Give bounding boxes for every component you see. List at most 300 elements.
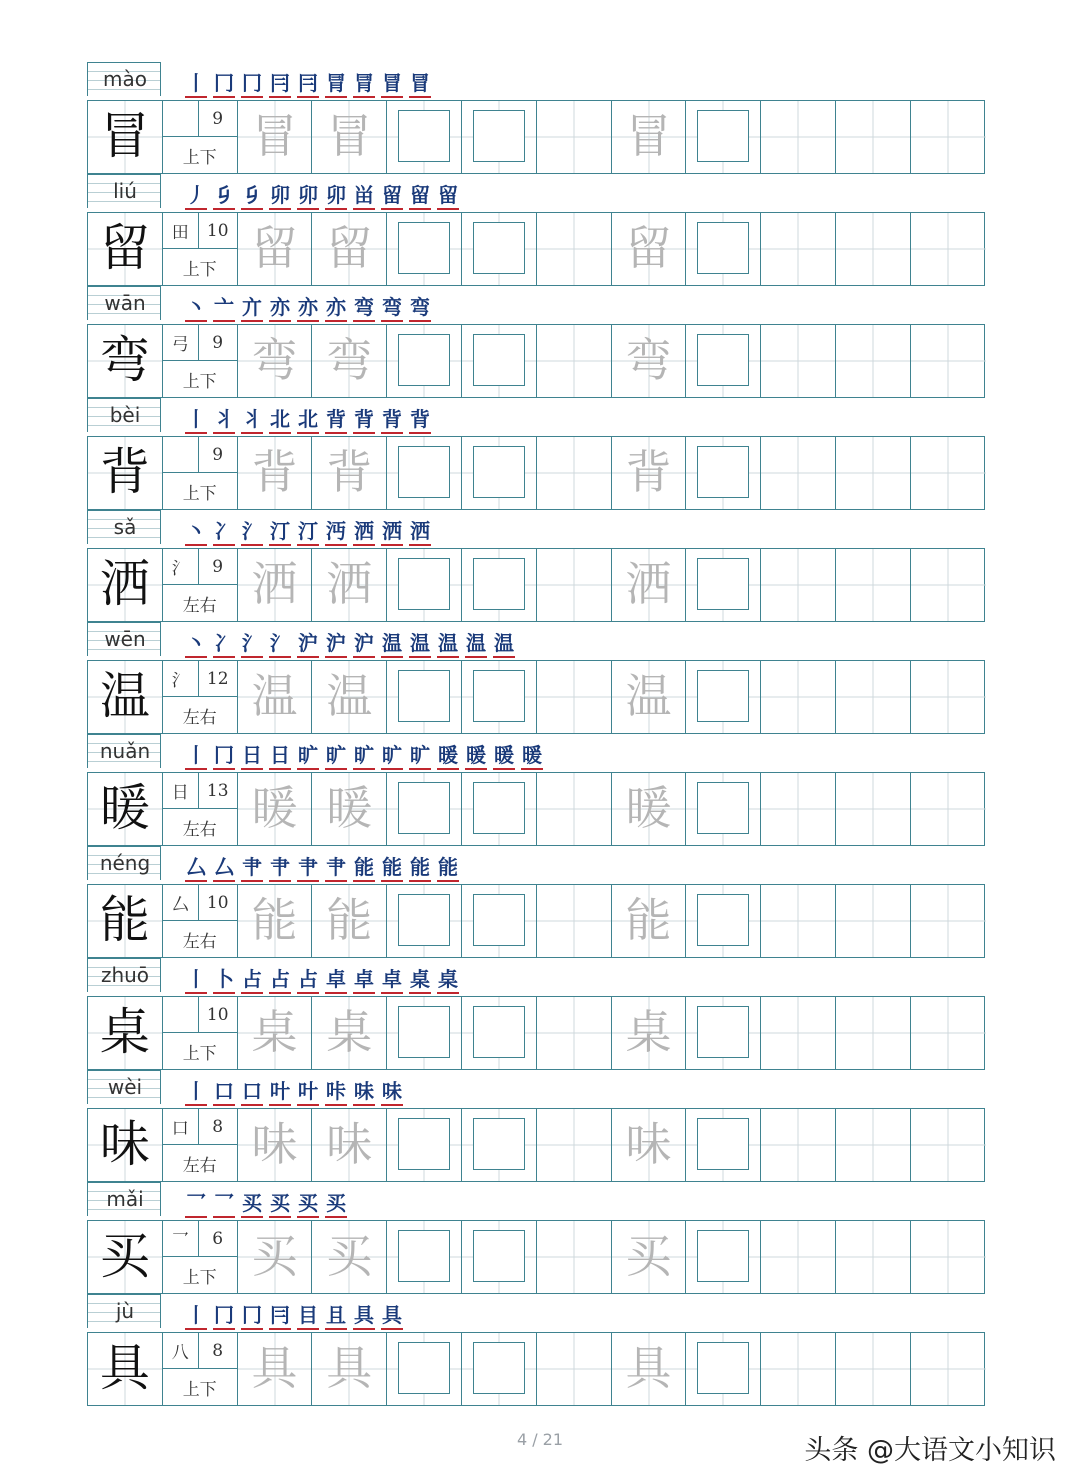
pinyin-box (87, 958, 161, 992)
trace-cell (312, 1333, 387, 1405)
stroke-step: 冂 (241, 70, 263, 98)
blank-cell (911, 213, 986, 285)
stroke-step: 弯 (409, 294, 431, 322)
writing-box (697, 110, 749, 162)
pinyin-label: liú (113, 179, 137, 203)
writing-box (697, 782, 749, 834)
structure-label: 左右 (182, 595, 217, 616)
stroke-step: 丶 (185, 630, 207, 658)
blank-cell (836, 661, 911, 733)
stroke-step: 旷 (353, 742, 375, 770)
stroke-step: 丶 (185, 294, 207, 322)
pinyin-row (87, 286, 985, 324)
pinyin-row (87, 174, 985, 212)
stroke-step: 温 (437, 630, 459, 658)
pinyin-row (87, 510, 985, 548)
pinyin-label: néng (99, 851, 151, 875)
blank-cell (836, 1333, 911, 1405)
trace-character: 桌 (326, 1005, 373, 1059)
trace-character: 洒 (326, 557, 373, 611)
structure-label: 上下 (182, 483, 217, 504)
writing-box-cell (686, 1333, 761, 1405)
blank-cell (911, 437, 986, 509)
writing-box-cell (462, 885, 537, 957)
stroke-step: 冒 (409, 70, 431, 98)
character-entry (87, 510, 985, 622)
stroke-step: 丿 (185, 182, 207, 210)
blank-cell (761, 661, 836, 733)
stroke-step: 暖 (465, 742, 487, 770)
stroke-step: 冃 (297, 70, 319, 98)
stroke-count: 9 (199, 101, 237, 137)
writing-box (398, 558, 450, 610)
pinyin-row (87, 1182, 985, 1220)
trace-cell (238, 1333, 313, 1405)
stroke-step: 卯 (325, 182, 347, 210)
blank-cell (761, 997, 836, 1069)
radical-label (163, 101, 199, 137)
radical-label: 田 (163, 213, 199, 249)
pinyin-row (87, 398, 985, 436)
radical-label: 乛 (163, 1221, 199, 1257)
blank-cell (761, 101, 836, 173)
radical-label: 日 (163, 773, 199, 809)
stroke-step: 卓 (381, 966, 403, 994)
writing-box (398, 110, 450, 162)
stroke-count: 13 (199, 773, 237, 809)
trace-cell (312, 1221, 387, 1293)
writing-box (473, 446, 525, 498)
writing-box-cell (387, 549, 462, 621)
writing-box-cell (387, 213, 462, 285)
trace-cell (312, 325, 387, 397)
stroke-step: 能 (381, 854, 403, 882)
blank-cell (537, 213, 612, 285)
blank-cell (911, 325, 986, 397)
blank-cell (911, 997, 986, 1069)
trace-character: 温 (251, 669, 298, 723)
stroke-step: 冫 (213, 518, 235, 546)
stroke-step: 冐 (325, 70, 347, 98)
trace-cell (238, 213, 313, 285)
character-info (163, 101, 238, 173)
structure-label: 上下 (182, 1043, 217, 1064)
blank-cell (911, 885, 986, 957)
writing-box (398, 894, 450, 946)
blank-cell (836, 997, 911, 1069)
practice-row (87, 884, 985, 958)
blank-cell (836, 213, 911, 285)
stroke-step: 具 (353, 1302, 375, 1330)
writing-box (697, 1006, 749, 1058)
pinyin-box (87, 622, 161, 656)
trace-cell (312, 773, 387, 845)
character-entry (87, 174, 985, 286)
practice-row (87, 1332, 985, 1406)
writing-box-cell (462, 437, 537, 509)
radical-label: 弓 (163, 325, 199, 361)
model-character: 味 (88, 1109, 163, 1181)
stroke-step: 丨 (185, 1302, 207, 1330)
trace-character: 买 (326, 1229, 373, 1283)
writing-box-cell (462, 773, 537, 845)
trace-character: 温 (326, 669, 373, 723)
practice-row (87, 548, 985, 622)
trace-cell (612, 885, 687, 957)
writing-box-cell (462, 101, 537, 173)
stroke-step: 味 (353, 1078, 375, 1106)
stroke-step: 占 (297, 966, 319, 994)
trace-character: 暖 (625, 781, 672, 835)
structure-label: 上下 (182, 259, 217, 280)
stroke-step: 汀 (297, 518, 319, 546)
trace-character: 温 (625, 669, 672, 723)
writing-box-cell (387, 1333, 462, 1405)
stroke-step: 口 (213, 1078, 235, 1106)
stroke-order (185, 964, 459, 994)
character-entry (87, 62, 985, 174)
radical-label: 八 (163, 1333, 199, 1369)
writing-box (398, 1006, 450, 1058)
writing-box (398, 222, 450, 274)
blank-cell (911, 1221, 986, 1293)
stroke-step: 肀 (325, 854, 347, 882)
blank-cell (836, 437, 911, 509)
stroke-count: 8 (199, 1333, 237, 1369)
page-number: 4 / 21 (516, 1430, 564, 1449)
trace-cell (238, 325, 313, 397)
pinyin-label: zhuō (100, 963, 150, 987)
trace-character: 留 (251, 221, 298, 275)
writing-box (697, 222, 749, 274)
trace-character: 洒 (251, 557, 298, 611)
trace-character: 桌 (625, 1005, 672, 1059)
character-entry (87, 286, 985, 398)
stroke-step: 桌 (409, 966, 431, 994)
stroke-step: 旷 (381, 742, 403, 770)
stroke-step: 乛 (213, 1190, 235, 1218)
pinyin-box (87, 174, 161, 208)
character-info (163, 997, 238, 1069)
trace-cell (312, 1109, 387, 1181)
stroke-step: 日 (241, 742, 263, 770)
stroke-step: 冒 (381, 70, 403, 98)
pinyin-box (87, 398, 161, 432)
stroke-step: 亣 (241, 294, 263, 322)
blank-cell (911, 773, 986, 845)
blank-cell (836, 773, 911, 845)
stroke-step: 卓 (353, 966, 375, 994)
trace-cell (238, 101, 313, 173)
blank-cell (836, 885, 911, 957)
character-entry (87, 734, 985, 846)
trace-cell (612, 213, 687, 285)
blank-cell (761, 549, 836, 621)
writing-box-cell (462, 1221, 537, 1293)
model-character: 温 (88, 661, 163, 733)
trace-cell (238, 885, 313, 957)
stroke-step: 丨 (185, 70, 207, 98)
blank-cell (537, 101, 612, 173)
writing-box-cell (387, 101, 462, 173)
writing-box (697, 1230, 749, 1282)
stroke-count: 10 (199, 885, 237, 921)
stroke-step: 𠂎 (241, 182, 263, 210)
radical-label (163, 437, 199, 473)
character-entry (87, 1182, 985, 1294)
writing-box (473, 1118, 525, 1170)
stroke-count: 8 (199, 1109, 237, 1145)
trace-cell (312, 437, 387, 509)
trace-character: 能 (251, 893, 298, 947)
structure-label: 上下 (182, 1267, 217, 1288)
character-entry (87, 958, 985, 1070)
stroke-count: 12 (199, 661, 237, 697)
writing-box (398, 1230, 450, 1282)
stroke-step: 暖 (521, 742, 543, 770)
writing-box-cell (462, 1333, 537, 1405)
stroke-order (185, 1076, 403, 1106)
stroke-step: 畄 (353, 182, 375, 210)
blank-cell (836, 325, 911, 397)
writing-box (398, 334, 450, 386)
stroke-step: 𠂎 (213, 182, 235, 210)
stroke-step: 暖 (437, 742, 459, 770)
writing-box-cell (686, 997, 761, 1069)
character-info (163, 773, 238, 845)
radical-label: 口 (163, 1109, 199, 1145)
stroke-step: 丨 (185, 966, 207, 994)
character-info (163, 213, 238, 285)
character-entry (87, 1294, 985, 1406)
stroke-order (185, 516, 431, 546)
character-info (163, 1109, 238, 1181)
pinyin-label: mào (103, 67, 147, 91)
stroke-step: 丨 (185, 742, 207, 770)
blank-cell (836, 1221, 911, 1293)
stroke-step: 弯 (353, 294, 375, 322)
stroke-step: 且 (325, 1302, 347, 1330)
writing-box (398, 670, 450, 722)
writing-box (473, 110, 525, 162)
stroke-step: 厶 (185, 854, 207, 882)
stroke-step: 洒 (409, 518, 431, 546)
trace-character: 背 (251, 445, 298, 499)
trace-cell (238, 437, 313, 509)
trace-cell (238, 1109, 313, 1181)
stroke-step: 能 (409, 854, 431, 882)
blank-cell (537, 437, 612, 509)
stroke-step: 沪 (297, 630, 319, 658)
practice-row (87, 1220, 985, 1294)
blank-cell (537, 1333, 612, 1405)
stroke-step: 冂 (213, 742, 235, 770)
blank-cell (761, 1333, 836, 1405)
character-info (163, 661, 238, 733)
trace-cell (612, 549, 687, 621)
structure-label: 左右 (182, 931, 217, 952)
trace-character: 留 (326, 221, 373, 275)
blank-cell (761, 213, 836, 285)
structure-label: 上下 (182, 147, 217, 168)
stroke-step: 厶 (213, 854, 235, 882)
writing-box (398, 1118, 450, 1170)
stroke-step: 亦 (297, 294, 319, 322)
writing-box (398, 782, 450, 834)
writing-box-cell (462, 997, 537, 1069)
trace-character: 桌 (251, 1005, 298, 1059)
worksheet (87, 62, 985, 1406)
practice-row (87, 1108, 985, 1182)
writing-box-cell (686, 773, 761, 845)
stroke-step: 沔 (325, 518, 347, 546)
stroke-step: 旷 (409, 742, 431, 770)
writing-box (697, 894, 749, 946)
stroke-step: 冂 (213, 70, 235, 98)
stroke-step: 温 (465, 630, 487, 658)
radical-label: 厶 (163, 885, 199, 921)
stroke-step: 丨 (185, 1078, 207, 1106)
blank-cell (537, 773, 612, 845)
stroke-step: 叶 (297, 1078, 319, 1106)
pinyin-box (87, 846, 161, 880)
character-entry (87, 846, 985, 958)
blank-cell (537, 885, 612, 957)
stroke-step: 冂 (213, 1302, 235, 1330)
structure-label: 上下 (182, 1379, 217, 1400)
model-character: 桌 (88, 997, 163, 1069)
stroke-step: 买 (241, 1190, 263, 1218)
practice-row (87, 100, 985, 174)
trace-cell (612, 1333, 687, 1405)
writing-box (398, 446, 450, 498)
blank-cell (911, 101, 986, 173)
trace-cell (238, 997, 313, 1069)
trace-character: 买 (251, 1229, 298, 1283)
stroke-step: 温 (493, 630, 515, 658)
blank-cell (537, 549, 612, 621)
writing-box-cell (387, 773, 462, 845)
trace-cell (612, 325, 687, 397)
stroke-step: 留 (381, 182, 403, 210)
model-character: 暖 (88, 773, 163, 845)
trace-character: 味 (251, 1117, 298, 1171)
pinyin-label: nuǎn (99, 739, 151, 763)
stroke-step: 买 (297, 1190, 319, 1218)
stroke-step: 日 (269, 742, 291, 770)
stroke-step: 洒 (381, 518, 403, 546)
stroke-step: 卓 (325, 966, 347, 994)
stroke-step: 温 (381, 630, 403, 658)
stroke-order (185, 292, 431, 322)
trace-character: 冒 (625, 109, 672, 163)
trace-character: 味 (326, 1117, 373, 1171)
pinyin-row (87, 1294, 985, 1332)
trace-character: 弯 (625, 333, 672, 387)
writing-box-cell (462, 661, 537, 733)
pinyin-row (87, 846, 985, 884)
radical-label: 氵 (163, 549, 199, 585)
practice-row (87, 212, 985, 286)
stroke-count: 10 (199, 213, 237, 249)
practice-row (87, 772, 985, 846)
trace-character: 能 (625, 893, 672, 947)
writing-box-cell (686, 1109, 761, 1181)
stroke-step: 弯 (381, 294, 403, 322)
writing-box (473, 1006, 525, 1058)
pinyin-label: wēn (104, 627, 146, 651)
trace-cell (238, 1221, 313, 1293)
writing-box-cell (686, 213, 761, 285)
writing-box-cell (387, 661, 462, 733)
trace-character: 洒 (625, 557, 672, 611)
trace-character: 暖 (326, 781, 373, 835)
stroke-step: 旷 (297, 742, 319, 770)
pinyin-row (87, 62, 985, 100)
model-character: 能 (88, 885, 163, 957)
trace-cell (312, 101, 387, 173)
writing-box-cell (387, 1109, 462, 1181)
blank-cell (911, 661, 986, 733)
pinyin-row (87, 622, 985, 660)
stroke-step: 背 (409, 406, 431, 434)
writing-box-cell (387, 437, 462, 509)
stroke-step: 目 (297, 1302, 319, 1330)
stroke-step: 北 (269, 406, 291, 434)
stroke-order (185, 740, 543, 770)
stroke-step: 背 (381, 406, 403, 434)
model-character: 弯 (88, 325, 163, 397)
writing-box (473, 558, 525, 610)
practice-row (87, 660, 985, 734)
stroke-step: 氵 (269, 630, 291, 658)
character-info (163, 1333, 238, 1405)
pinyin-row (87, 1070, 985, 1108)
pinyin-box (87, 1070, 161, 1104)
model-character: 留 (88, 213, 163, 285)
stroke-count: 9 (199, 437, 237, 473)
trace-character: 冒 (326, 109, 373, 163)
structure-label: 左右 (182, 819, 217, 840)
stroke-order (185, 404, 431, 434)
trace-cell (612, 1221, 687, 1293)
trace-cell (312, 661, 387, 733)
writing-box-cell (686, 101, 761, 173)
writing-box (473, 670, 525, 722)
writing-box-cell (686, 549, 761, 621)
blank-cell (836, 101, 911, 173)
trace-character: 买 (625, 1229, 672, 1283)
watermark: 头条 @大语文小知识 (804, 1435, 1056, 1466)
blank-cell (537, 325, 612, 397)
writing-box (473, 1230, 525, 1282)
stroke-step: 肀 (297, 854, 319, 882)
stroke-order (185, 180, 459, 210)
trace-cell (612, 437, 687, 509)
blank-cell (761, 1109, 836, 1181)
structure-label: 左右 (182, 1155, 217, 1176)
blank-cell (537, 661, 612, 733)
stroke-step: 口 (241, 1078, 263, 1106)
trace-character: 暖 (251, 781, 298, 835)
blank-cell (836, 1109, 911, 1181)
pinyin-label: bèi (109, 403, 141, 427)
stroke-step: 味 (381, 1078, 403, 1106)
pinyin-box (87, 734, 161, 768)
character-entry (87, 398, 985, 510)
pinyin-row (87, 734, 985, 772)
stroke-step: 丬 (241, 406, 263, 434)
